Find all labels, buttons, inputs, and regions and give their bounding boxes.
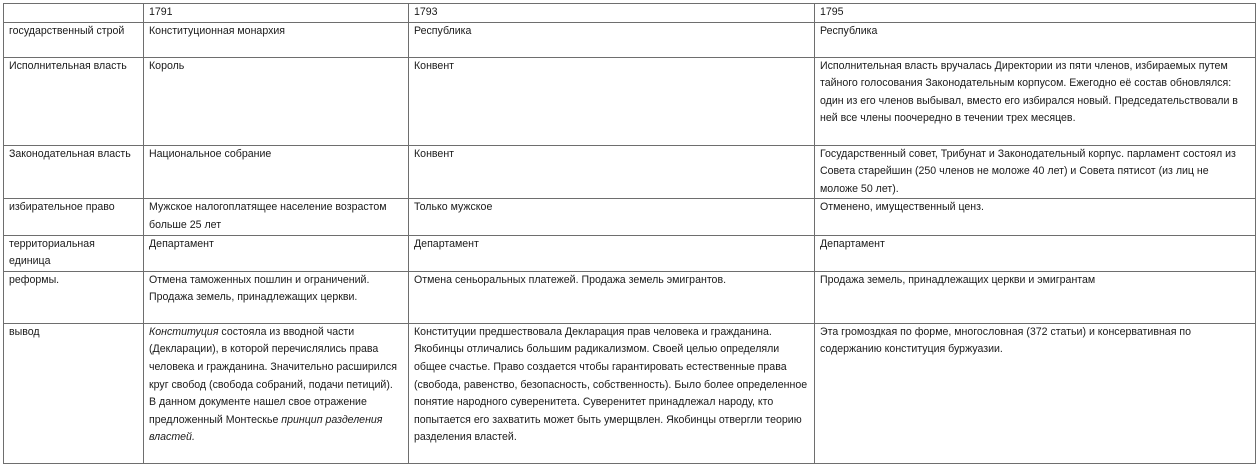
row-label: Законодательная власть — [4, 145, 144, 199]
cell-1795: Республика — [815, 22, 1256, 57]
row-label: реформы. — [4, 271, 144, 323]
table-row — [4, 22, 1256, 57]
table-row — [4, 57, 1256, 145]
constitution-comparison-table — [3, 3, 1256, 464]
cell-1791: Мужское налогоплатящее население возрастом больше 25 лет — [144, 199, 409, 235]
row-label: Исполнительная власть — [4, 57, 144, 145]
cell-1791: Департамент — [144, 235, 409, 271]
cell-1793: Департамент — [409, 235, 815, 271]
header-year-1791: 1791 — [144, 4, 409, 23]
cell-1791: Национальное собрание — [144, 145, 409, 199]
cell-1795: Исполнительная власть вручалась Директории из пяти членов, избираемых путем тайного голосования Законодательным корпусом. Ежегодно её состав обновлялся: один из его членов выбывал, вместо его избирался новый. Председательствовали в ней все члены поочередно в течении трех месяцев. — [815, 57, 1256, 145]
cell-1793: Конституции предшествовала Декларация прав человека и гражданина. Якобинцы отличались большим радикализмом. Своей целью определяли общее счастье. Право создается чтобы гарантировать естественные права (свобода, равенство, безопасность, собственность). Было более определенное понятие народного суверенитета. Суверенитет принадлежал народу, кто попытается его захватить может быть умерщвлен. Якобинцы отвергли теорию разделения властей. — [409, 323, 815, 463]
header-row — [4, 4, 1256, 23]
cell-1791: Король — [144, 57, 409, 145]
cell-1793: Конвент — [409, 57, 815, 145]
cell-1795: Государственный совет, Трибунат и Законодательный корпус. парламент состоял из Совета старейшин (250 членов не моложе 40 лет) и Совета пятисот (из лиц не моложе 50 лет). — [815, 145, 1256, 199]
cell-1791: Конституционная монархия — [144, 22, 409, 57]
cell-1793: Конвент — [409, 145, 815, 199]
table-row — [4, 199, 1256, 235]
italic-term: принцип разделения властей. — [149, 413, 383, 444]
cell-1791 — [144, 323, 409, 463]
table-row — [4, 235, 1256, 271]
header-year-1795: 1795 — [815, 4, 1256, 23]
row-label: вывод — [4, 323, 144, 463]
cell-1795: Отменено, имущественный ценз. — [815, 199, 1256, 235]
table-row — [4, 145, 1256, 199]
cell-1795: Эта громоздкая по форме, многословная (372 статьи) и консервативная по содержанию конституция буржуазии. — [815, 323, 1256, 463]
cell-1793: Только мужское — [409, 199, 815, 235]
cell-1791: Отмена таможенных пошлин и ограничений. Продажа земель, принадлежащих церкви. — [144, 271, 409, 323]
table-row — [4, 271, 1256, 323]
italic-term: Конституция — [149, 325, 219, 338]
cell-1795: Продажа земель, принадлежащих церкви и эмигрантам — [815, 271, 1256, 323]
cell-1795: Департамент — [815, 235, 1256, 271]
row-label: избирательное право — [4, 199, 144, 235]
row-label: государственный строй — [4, 22, 144, 57]
header-empty-cell — [4, 4, 144, 23]
cell-text: состояла из вводной части (Декларации), в которой перечислялись права человека и гражданина. Значительно расширился круг свобод (свобода собраний, подачи петиций). В данном документе нашел свое отражение предложенный Монтескье — [149, 325, 397, 426]
row-label: территориальная единица — [4, 235, 144, 271]
cell-1793: Республика — [409, 22, 815, 57]
cell-1793: Отмена сеньоральных платежей. Продажа земель эмигрантов. — [409, 271, 815, 323]
table-row — [4, 323, 1256, 463]
header-year-1793: 1793 — [409, 4, 815, 23]
